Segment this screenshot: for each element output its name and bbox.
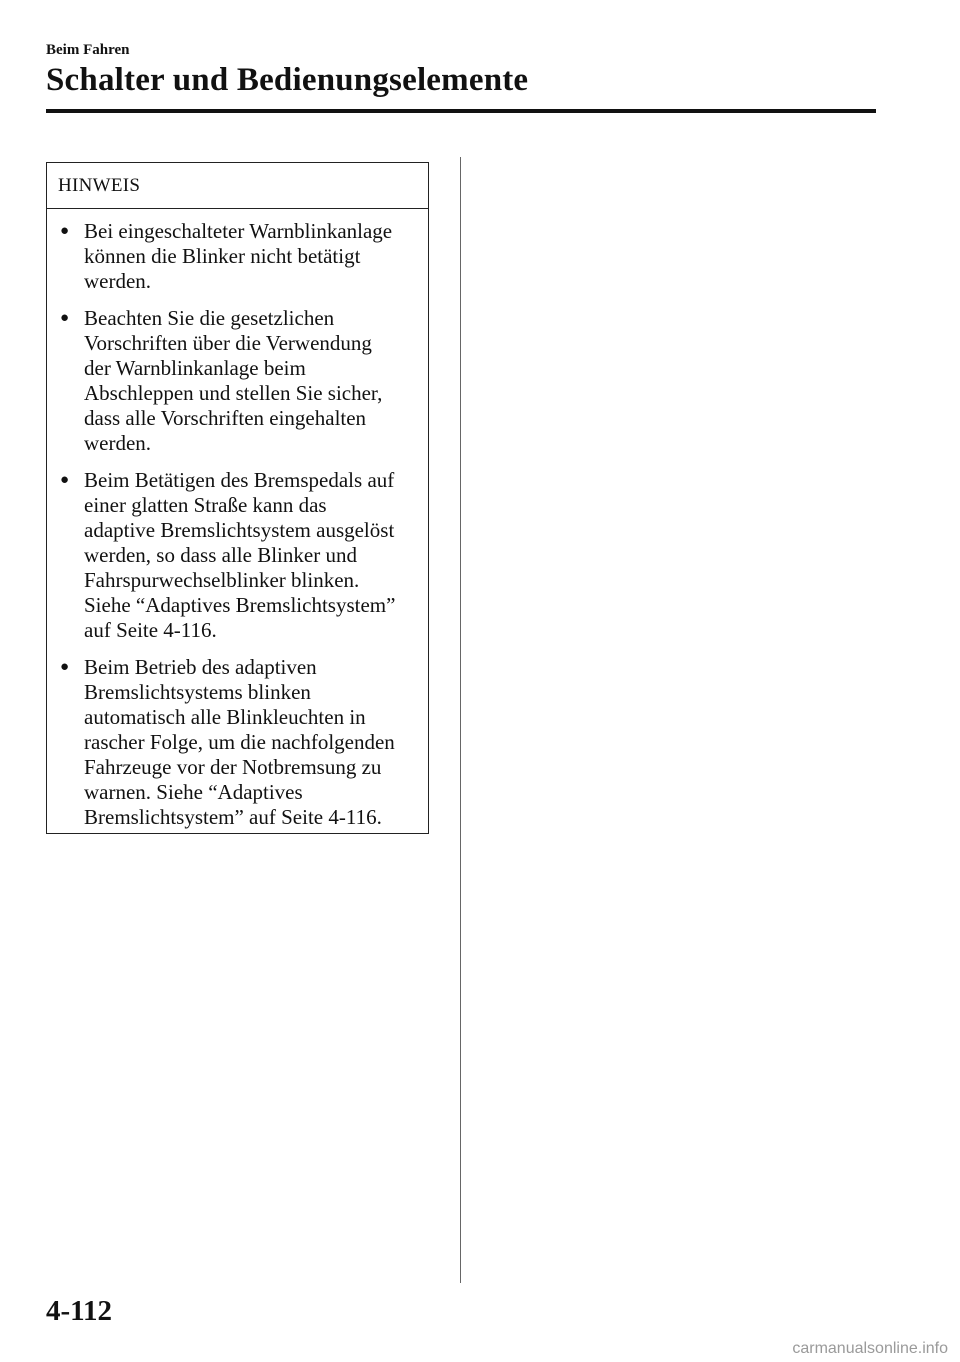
note-line: adaptive Bremslichtsystem ausgelöst — [84, 518, 395, 542]
note-line: rascher Folge, um die nachfolgenden — [84, 730, 395, 754]
note-line: warnen. Siehe “Adaptives — [84, 780, 303, 804]
note-heading: HINWEIS — [47, 163, 428, 209]
note-line: Beim Betätigen des Bremspedals auf — [84, 468, 395, 492]
column-divider — [460, 157, 461, 1283]
note-line: Fahrzeuge vor der Notbremsung zu — [84, 755, 382, 779]
watermark: carmanualsonline.info — [792, 1340, 948, 1357]
note-line: Beim Betrieb des adaptiven — [84, 655, 317, 679]
section-label: Beim Fahren — [46, 42, 130, 58]
page-number: 4-112 — [46, 1295, 113, 1327]
note-line: Beachten Sie die gesetzlichen — [84, 306, 335, 330]
bullet-icon: ● — [60, 472, 70, 488]
bullet-icon: ● — [60, 223, 70, 239]
note-line: Siehe “Adaptives Bremslichtsystem” — [84, 593, 396, 617]
note-line: Bremslichtsystems blinken — [84, 680, 311, 704]
note-line: Bei eingeschalteter Warnblinkanlage — [84, 219, 393, 243]
note-line: automatisch alle Blinkleuchten in — [84, 705, 366, 729]
note-item — [60, 655, 420, 830]
note-item — [60, 306, 420, 456]
note-line: der Warnblinkanlage beim — [84, 356, 306, 380]
note-line: Vorschriften über die Verwendung — [84, 331, 372, 355]
note-line: einer glatten Straße kann das — [84, 493, 327, 517]
note-item — [60, 219, 420, 294]
note-line: Fahrspurwechselblinker blinken. — [84, 568, 360, 592]
note-box — [46, 162, 429, 834]
note-line: werden, so dass alle Blinker und — [84, 543, 357, 567]
bullet-icon: ● — [60, 310, 70, 326]
note-list — [47, 209, 428, 830]
note-line: werden. — [84, 431, 152, 455]
chapter-title: Schalter und Bedienungselemente — [46, 62, 529, 98]
note-item — [60, 468, 420, 643]
note-line: Abschleppen und stellen Sie sicher, — [84, 381, 383, 405]
bullet-icon: ● — [60, 659, 70, 675]
note-line: dass alle Vorschriften eingehalten — [84, 406, 367, 430]
note-line: Bremslichtsystem” auf Seite 4-116. — [84, 805, 382, 829]
title-rule — [46, 109, 876, 113]
note-line: werden. — [84, 269, 152, 293]
note-line: auf Seite 4-116. — [84, 618, 217, 642]
note-line: können die Blinker nicht betätigt — [84, 244, 361, 268]
